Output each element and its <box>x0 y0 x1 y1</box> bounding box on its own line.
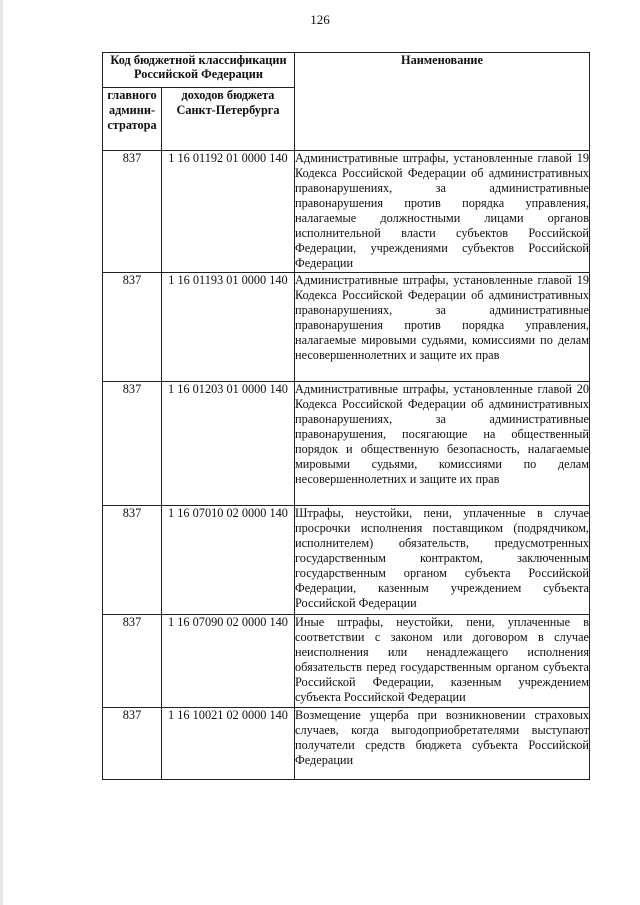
income-code-cell: 1 16 07090 02 0000 140 <box>162 615 295 708</box>
table-row <box>103 273 590 382</box>
header-budget-income: доходов бюджета Санкт-Петербурга <box>162 88 295 151</box>
budget-classification-table <box>102 52 590 780</box>
header-chief-administrator: главного админи-стратора <box>103 88 162 151</box>
admin-code-cell: 837 <box>103 708 162 780</box>
table-row <box>103 506 590 615</box>
admin-code-cell: 837 <box>103 382 162 506</box>
income-code-cell: 1 16 01193 01 0000 140 <box>162 273 295 382</box>
admin-code-cell: 837 <box>103 151 162 273</box>
income-code-cell: 1 16 01192 01 0000 140 <box>162 151 295 273</box>
table-header <box>103 53 590 151</box>
name-cell: Административные штрафы, установленные главой 20 Кодекса Российской Федерации об административных правонарушениях, за административные правонарушения, посягающие на общественный порядок и общественную безопасность, налагаемые мировыми судьями, комиссиями по делам несовершеннолетних и защите их прав <box>295 382 590 506</box>
income-code-cell: 1 16 10021 02 0000 140 <box>162 708 295 780</box>
page-number: 126 <box>310 12 330 27</box>
table-row <box>103 382 590 506</box>
name-cell: Штрафы, неустойки, пени, уплаченные в случае просрочки исполнения поставщиком (подрядчиком, исполнителем) обязательств, предусмотренных государственным контрактом, заключенным государственным органом субъекта Российской Федерации, казенным учреждением субъекта Российской Федерации <box>295 506 590 615</box>
admin-code-cell: 837 <box>103 506 162 615</box>
name-cell: Административные штрафы, установленные главой 19 Кодекса Российской Федерации об административных правонарушениях, за административные правонарушения против порядка управления, налагаемые должностными лицами органов исполнительной власти субъектов Российской Федерации, учреждениями субъектов Российской Федерации <box>295 151 590 273</box>
table-row <box>103 708 590 780</box>
admin-code-cell: 837 <box>103 273 162 382</box>
income-code-cell: 1 16 01203 01 0000 140 <box>162 382 295 506</box>
income-code-cell: 1 16 07010 02 0000 140 <box>162 506 295 615</box>
name-cell: Административные штрафы, установленные главой 19 Кодекса Российской Федерации об административных правонарушениях, за административные правонарушения против порядка управления, налагаемые мировыми судьями, комиссиями по делам несовершеннолетних и защите их прав <box>295 273 590 382</box>
admin-code-cell: 837 <box>103 615 162 708</box>
name-cell: Возмещение ущерба при возникновении страховых случаев, когда выгодоприобретателями выступают получатели средств бюджета субъекта Российской Федерации <box>295 708 590 780</box>
table-row <box>103 151 590 273</box>
header-classification-code: Код бюджетной классификации Российской Федерации <box>103 53 295 88</box>
table-row <box>103 615 590 708</box>
name-cell: Иные штрафы, неустойки, пени, уплаченные в соответствии с законом или договором в случае неисполнения или ненадлежащего исполнения обязательств перед государственным органом субъекта Российской Федерации, казенным учреждением субъекта Российской Федерации <box>295 615 590 708</box>
header-name: Наименование <box>295 53 590 151</box>
scan-edge <box>0 0 3 905</box>
